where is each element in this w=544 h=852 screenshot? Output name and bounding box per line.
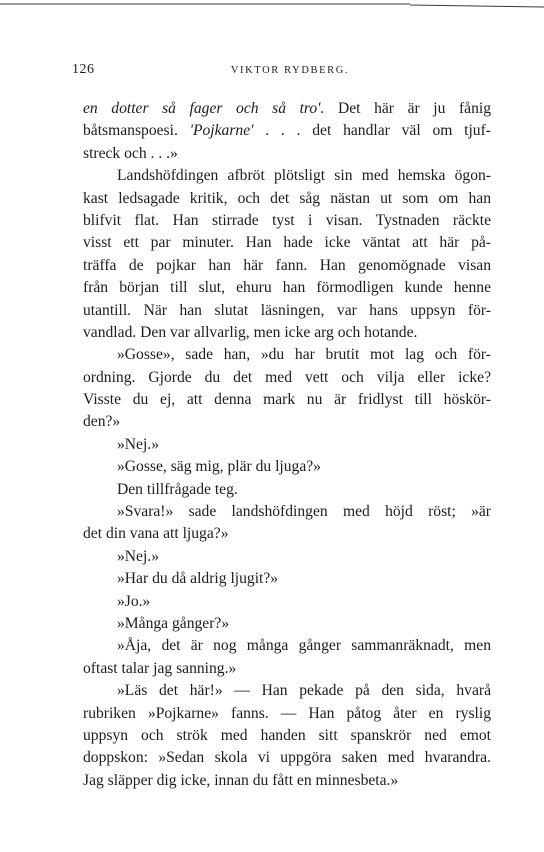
text-segment: »Nej.» bbox=[117, 547, 160, 565]
text-line bbox=[83, 546, 491, 568]
text-line bbox=[83, 322, 491, 344]
text-segment: »Nej.» bbox=[117, 435, 160, 453]
page-number: 126 bbox=[72, 62, 95, 77]
text-line bbox=[83, 300, 491, 322]
text-line bbox=[83, 568, 491, 590]
text-line bbox=[83, 456, 491, 478]
text-line bbox=[83, 501, 491, 523]
text-line bbox=[83, 523, 491, 545]
text-line bbox=[83, 98, 491, 120]
italic-text: en dotter så fager och så tro'. bbox=[83, 100, 325, 117]
text-line bbox=[83, 613, 491, 635]
text-segment: rubriken »Pojkarne» fanns. — Han påtog åter en ryslig bbox=[83, 704, 491, 722]
text-segment: »Gosse, säg mig, plär du ljuga?» bbox=[117, 458, 321, 476]
text-line bbox=[83, 277, 491, 299]
text-segment: »Svara!» sade landshöfdingen med höjd röst; »är bbox=[117, 503, 491, 521]
text-segment: från början till slut, ehuru han förmodligen kunde henne bbox=[83, 279, 491, 297]
text-segment: »Gosse», sade han, »du har brutit mot lag och för- bbox=[117, 346, 491, 364]
text-line bbox=[83, 591, 491, 613]
text-segment: Visste du ej, att denna mark nu är fridlyst till höskör- bbox=[83, 391, 491, 409]
text-line bbox=[83, 725, 491, 747]
text-segment: träffa de pojkar han här fann. Han genomögnade visan bbox=[83, 256, 491, 274]
text-line bbox=[83, 479, 491, 501]
text-segment: »Har du då aldrig ljugit?» bbox=[117, 570, 279, 588]
text-line bbox=[83, 367, 491, 389]
text-line bbox=[83, 703, 491, 725]
text-line bbox=[83, 165, 491, 187]
text-line bbox=[83, 210, 491, 232]
text-line bbox=[83, 143, 491, 165]
text-line bbox=[83, 658, 491, 680]
text-line bbox=[83, 411, 491, 433]
text-segment: uppsyn och strök med handen sitt spanskrör ned emot bbox=[83, 726, 491, 744]
text-line bbox=[83, 255, 491, 277]
text-segment: ordning. Gjorde du det med vett och vilja eller icke? bbox=[83, 368, 491, 386]
text-segment: båtsmanspoesi. bbox=[83, 122, 190, 140]
text-segment: det din vana att ljuga?» bbox=[83, 525, 229, 543]
text-line bbox=[83, 770, 491, 792]
text-segment: . . . det handlar väl om tjuf- bbox=[253, 122, 491, 140]
text-segment: »Jo.» bbox=[117, 592, 151, 610]
text-segment: »Läs det här!» — Han pekade på den sida, hvarå bbox=[117, 682, 491, 700]
page-header bbox=[72, 62, 498, 84]
text-line bbox=[83, 389, 491, 411]
text-segment: doppskon: »Sedan skola vi uppgöra saken med hvarandra. bbox=[83, 749, 491, 767]
text-segment: blifvit flat. Han stirrade tyst i visan. Tystnaden räckte bbox=[83, 211, 491, 229]
text-line bbox=[83, 434, 491, 456]
text-line bbox=[83, 747, 491, 769]
text-segment: »Många gånger?» bbox=[117, 614, 230, 632]
text-segment: streck och . . .» bbox=[83, 144, 178, 162]
body-text bbox=[83, 98, 491, 792]
text-segment: Jag släpper dig icke, innan du fått en minnesbeta.» bbox=[83, 771, 399, 789]
text-line bbox=[83, 232, 491, 254]
text-segment: Landshöfdingen afbröt plötsligt sin med hemska ögon- bbox=[117, 167, 491, 185]
text-segment: vandlad. Den var allvarlig, men icke arg och hotande. bbox=[83, 323, 418, 341]
text-segment: Det här är ju fånig bbox=[324, 100, 491, 117]
text-segment: kast ledsagade kritik, och det såg nästan ut som om han bbox=[83, 189, 491, 207]
running-head: VIKTOR RYDBERG. bbox=[230, 65, 350, 76]
text-segment: Den tillfrågade teg. bbox=[117, 480, 238, 498]
text-line bbox=[83, 120, 491, 142]
text-line bbox=[83, 635, 491, 657]
text-segment: utantill. När han slutat läsningen, var hans uppsyn för- bbox=[83, 301, 491, 319]
top-edge-rule bbox=[0, 2, 544, 10]
text-line bbox=[83, 188, 491, 210]
text-segment: »Åja, det är nog många gånger sammanräknadt, men bbox=[117, 637, 491, 655]
text-segment: visst ett par minuter. Han hade icke väntat att här på- bbox=[83, 234, 491, 252]
text-line bbox=[83, 680, 491, 702]
italic-text: 'Pojkarne' bbox=[189, 122, 254, 140]
text-line bbox=[83, 344, 491, 366]
text-segment: den?» bbox=[83, 413, 121, 431]
text-segment: oftast talar jag sanning.» bbox=[83, 659, 237, 677]
